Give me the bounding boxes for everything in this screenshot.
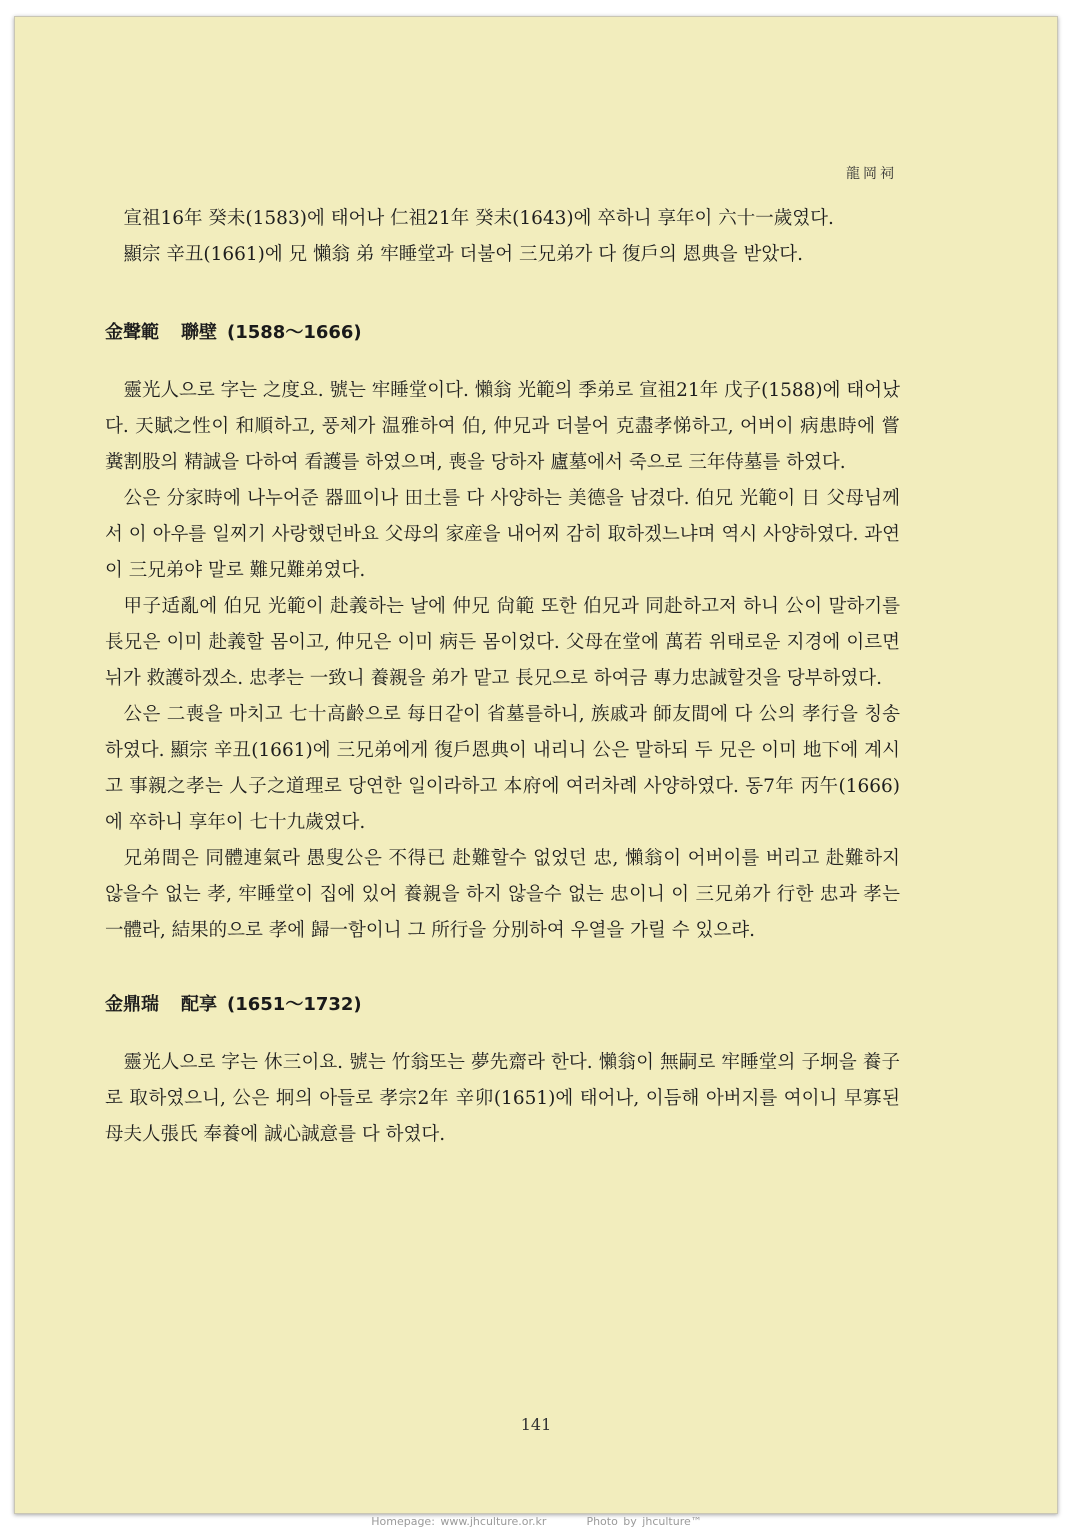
- body-paragraph: 靈光人으로 字는 之度요. 號는 牢睡堂이다. 懶翁 光範의 季弟로 宣祖21年 戊子(1588)에 태어났다. 天賦之性이 和順하고, 풍체가 温雅하여 伯, 仲兄과 더불어 克盡孝悌하고, 어버이 病患時에 嘗糞割股의 精誠을 다하여 看護를 하였으며, 喪을 당하자 廬墓에서 죽으로 三年侍墓를 하였다.: [105, 380, 900, 473]
- photographer-credit: Photo by jhculture™: [586, 1515, 702, 1528]
- body-paragraph: 兄弟間은 同體連氣라 愚叟公은 不得已 赴難할수 없었던 忠, 懶翁이 어버이를 버리고 赴難하지 않을수 없는 孝, 牢睡堂이 집에 있어 養親을 하지 않을수 없는 忠이니 이 三兄弟가 行한 忠과 孝는 一體라, 結果的으로 孝에 歸一함이니 그 所行을 分別하여 우열을 가릴 수 있으랴.: [105, 848, 900, 941]
- page-body: [105, 201, 900, 1153]
- body-paragraph: 甲子适亂에 伯兄 光範이 赴義하는 날에 仲兄 尙範 또한 伯兄과 同赴하고저 하니 公이 말하기를 長兄은 이미 赴義할 몸이고, 仲兄은 이미 病든 몸이었다. 父母在堂에 萬若 위태로운 지경에 이르면 뉘가 救護하겠소. 忠孝는 一致니 養親을 弟가 맡고 長兄으로 하여금 專力忠誠할것을 당부하였다.: [105, 596, 900, 689]
- running-head: 龍岡祠: [846, 166, 897, 182]
- intro-paragraph: 宣祖16年 癸未(1583)에 태어나 仁祖21年 癸未(1643)에 卒하니 享年이 六十一歲였다.: [123, 208, 834, 229]
- homepage-credit: Homepage: www.jhculture.or.kr: [371, 1515, 547, 1528]
- section-body-kim-seongbeom: [105, 373, 900, 949]
- person-title: 配享: [181, 994, 217, 1015]
- section-body-kim-jeongseo: [105, 1045, 900, 1153]
- person-name: 金鼎瑞: [105, 994, 159, 1015]
- person-years: (1651～1732): [227, 994, 362, 1015]
- photo-credit-footer: [0, 1515, 1073, 1528]
- body-paragraph: 公은 分家時에 나누어준 器皿이나 田土를 다 사양하는 美德을 남겼다. 伯兄 光範이 日 父母님께서 이 아우를 일찌기 사랑했던바요 父母의 家産을 내어찌 감히 取하겠느냐며 역시 사양하였다. 과연 이 三兄弟야 말로 難兄難弟였다.: [105, 488, 900, 581]
- page-number: 141: [520, 1415, 552, 1434]
- person-title: 聯壁: [181, 322, 217, 343]
- section-heading-kim-jeongseo: [105, 987, 900, 1023]
- section-heading-kim-seongbeom: [105, 315, 900, 351]
- intro-block: [105, 201, 900, 273]
- person-name: 金聲範: [105, 322, 159, 343]
- body-paragraph: 公은 二喪을 마치고 七十高齡으로 每日같이 省墓를하니, 族戚과 師友間에 다 公의 孝行을 칭송하였다. 顯宗 辛丑(1661)에 三兄弟에게 復戶恩典이 내리니 公은 말하되 두 兄은 이미 地下에 계시고 事親之孝는 人子之道理로 당연한 일이라하고 本府에 여러차례 사양하였다. 동7年 丙午(1666)에 卒하니 享年이 七十九歲였다.: [105, 704, 900, 833]
- intro-paragraph: 顯宗 辛丑(1661)에 兄 懶翁 弟 牢睡堂과 더불어 三兄弟가 다 復戶의 恩典을 받았다.: [123, 244, 804, 265]
- person-years: (1588～1666): [227, 322, 362, 343]
- body-paragraph: 靈光人으로 字는 休三이요. 號는 竹翁또는 夢先齋라 한다. 懶翁이 無嗣로 牢睡堂의 子坰을 養子로 取하였으니, 公은 坰의 아들로 孝宗2年 辛卯(1651)에 태어나, 이듬해 아버지를 여이니 早寡된 母夫人張氏 奉養에 誠心誠意를 다 하였다.: [105, 1052, 900, 1145]
- book-page: [14, 16, 1058, 1514]
